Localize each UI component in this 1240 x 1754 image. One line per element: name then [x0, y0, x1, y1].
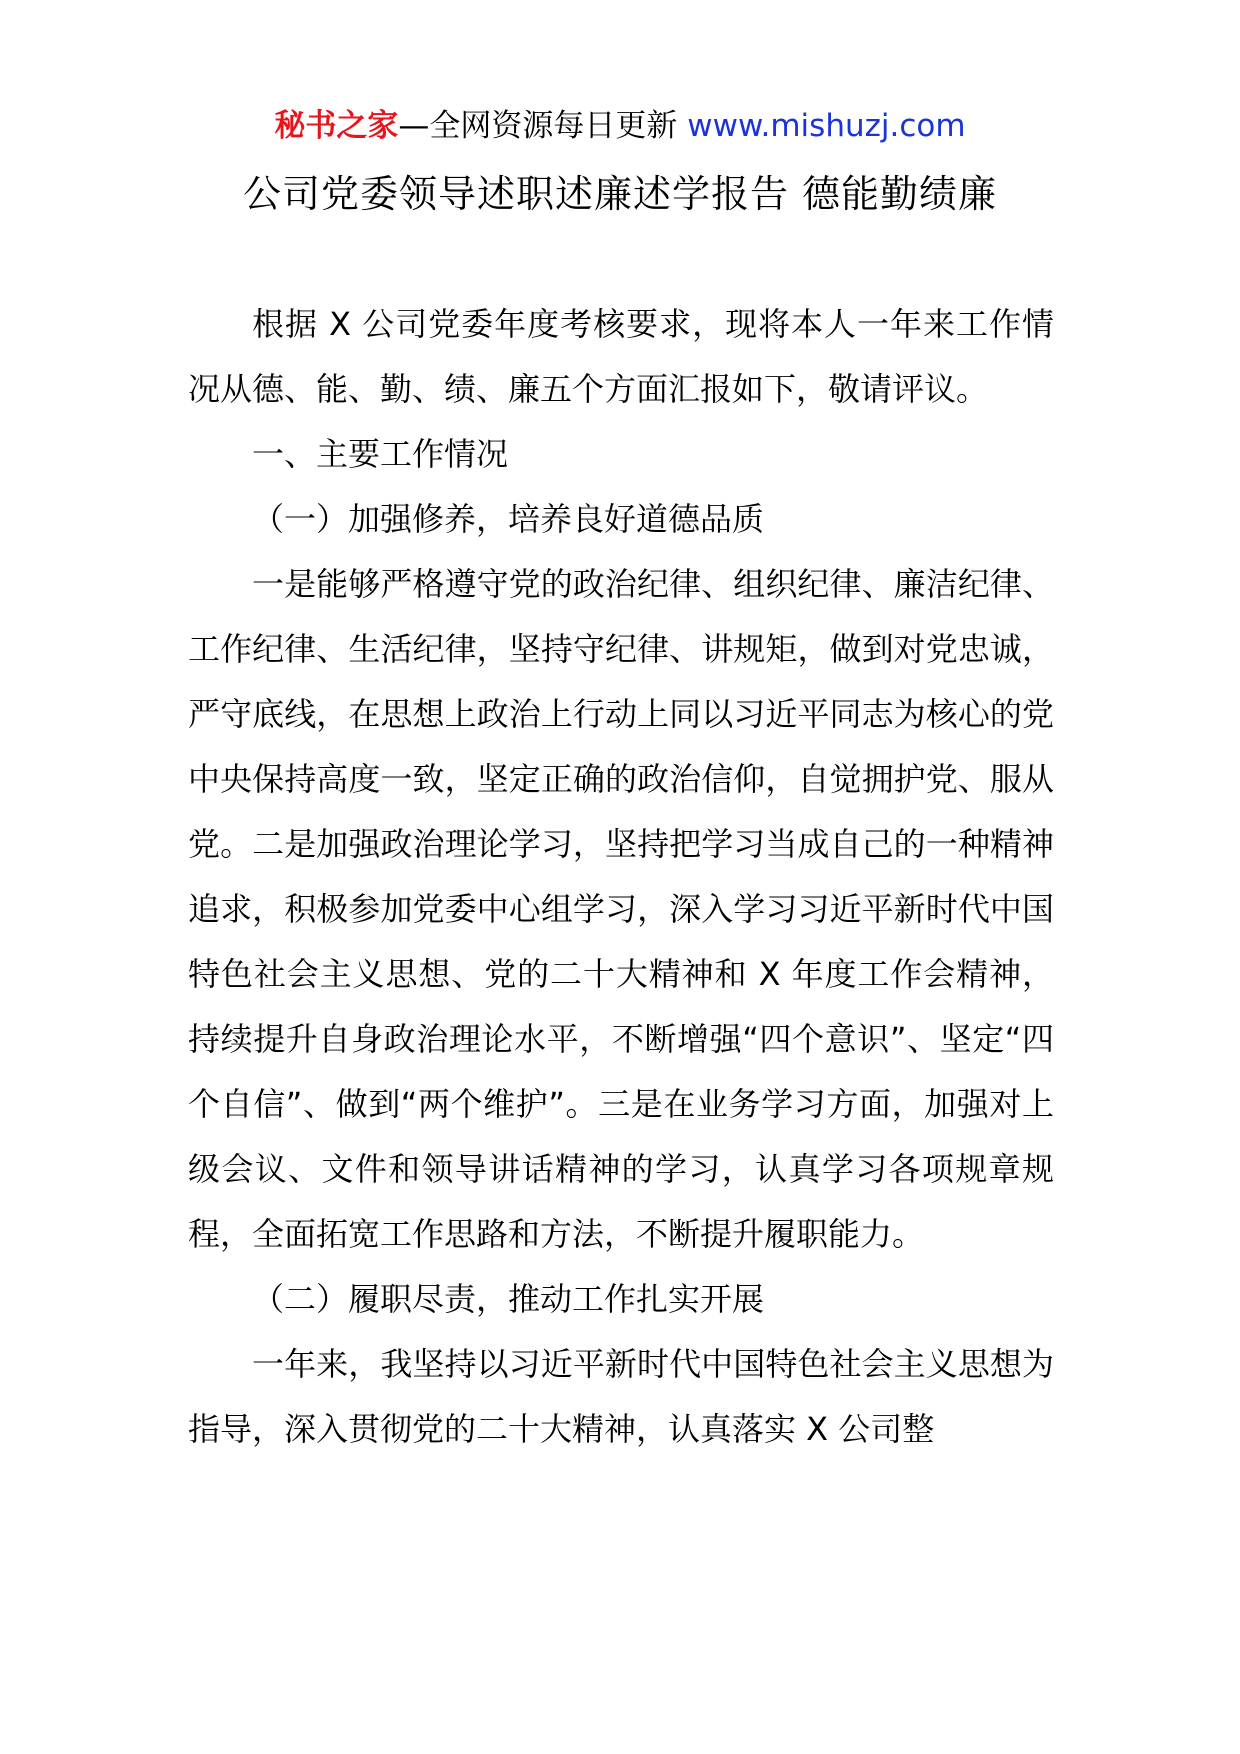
header-tagline: —全网资源每日更新	[398, 108, 688, 144]
site-url-link[interactable]: www.mishuzj.com	[687, 108, 966, 144]
document-body	[188, 292, 1054, 1462]
section-heading-main-work: 一、主要工作情况	[252, 435, 509, 473]
brand-name: 秘书之家	[274, 108, 399, 144]
subsection-heading-1: （一）加强修养，培养良好道德品质	[252, 500, 765, 538]
subsection-heading-2: （二）履职尽责，推动工作扎实开展	[252, 1280, 765, 1318]
paragraph-morality: 一是能够严格遵守党的政治纪律、组织纪律、廉洁纪律、工作纪律、生活纪律，坚持守纪律、讲规矩，做到对党忠诚，严守底线，在思想上政治上行动上同以习近平同志为核心的党中央保持高度一致，坚定正确的政治信仰，自觉拥护党、服从党。二是加强政治理论学习，坚持把学习当成自己的一种精神追求，积极参加党委中心组学习，深入学习习近平新时代中国特色社会主义思想、党的二十大精神和 X 年度工作会精神，持续提升自身政治理论水平，不断增强“四个意识”、坚定“四个自信”、做到“两个维护”。三是在业务学习方面，加强对上级会议、文件和领导讲话精神的学习，认真学习各项规章规程，全面拓宽工作思路和方法，不断提升履职能力。	[188, 565, 1054, 1253]
paragraph-intro: 根据 X 公司党委年度考核要求，现将本人一年来工作情况从德、能、勤、绩、廉五个方面汇报如下，敬请评议。	[188, 305, 1054, 408]
site-header-banner	[0, 104, 1240, 148]
document-title: 公司党委领导述职述廉述学报告 德能勤绩廉	[242, 172, 998, 216]
paragraph-duties: 一年来，我坚持以习近平新时代中国特色社会主义思想为指导，深入贯彻党的二十大精神，认真落实 X 公司整	[188, 1345, 1054, 1448]
